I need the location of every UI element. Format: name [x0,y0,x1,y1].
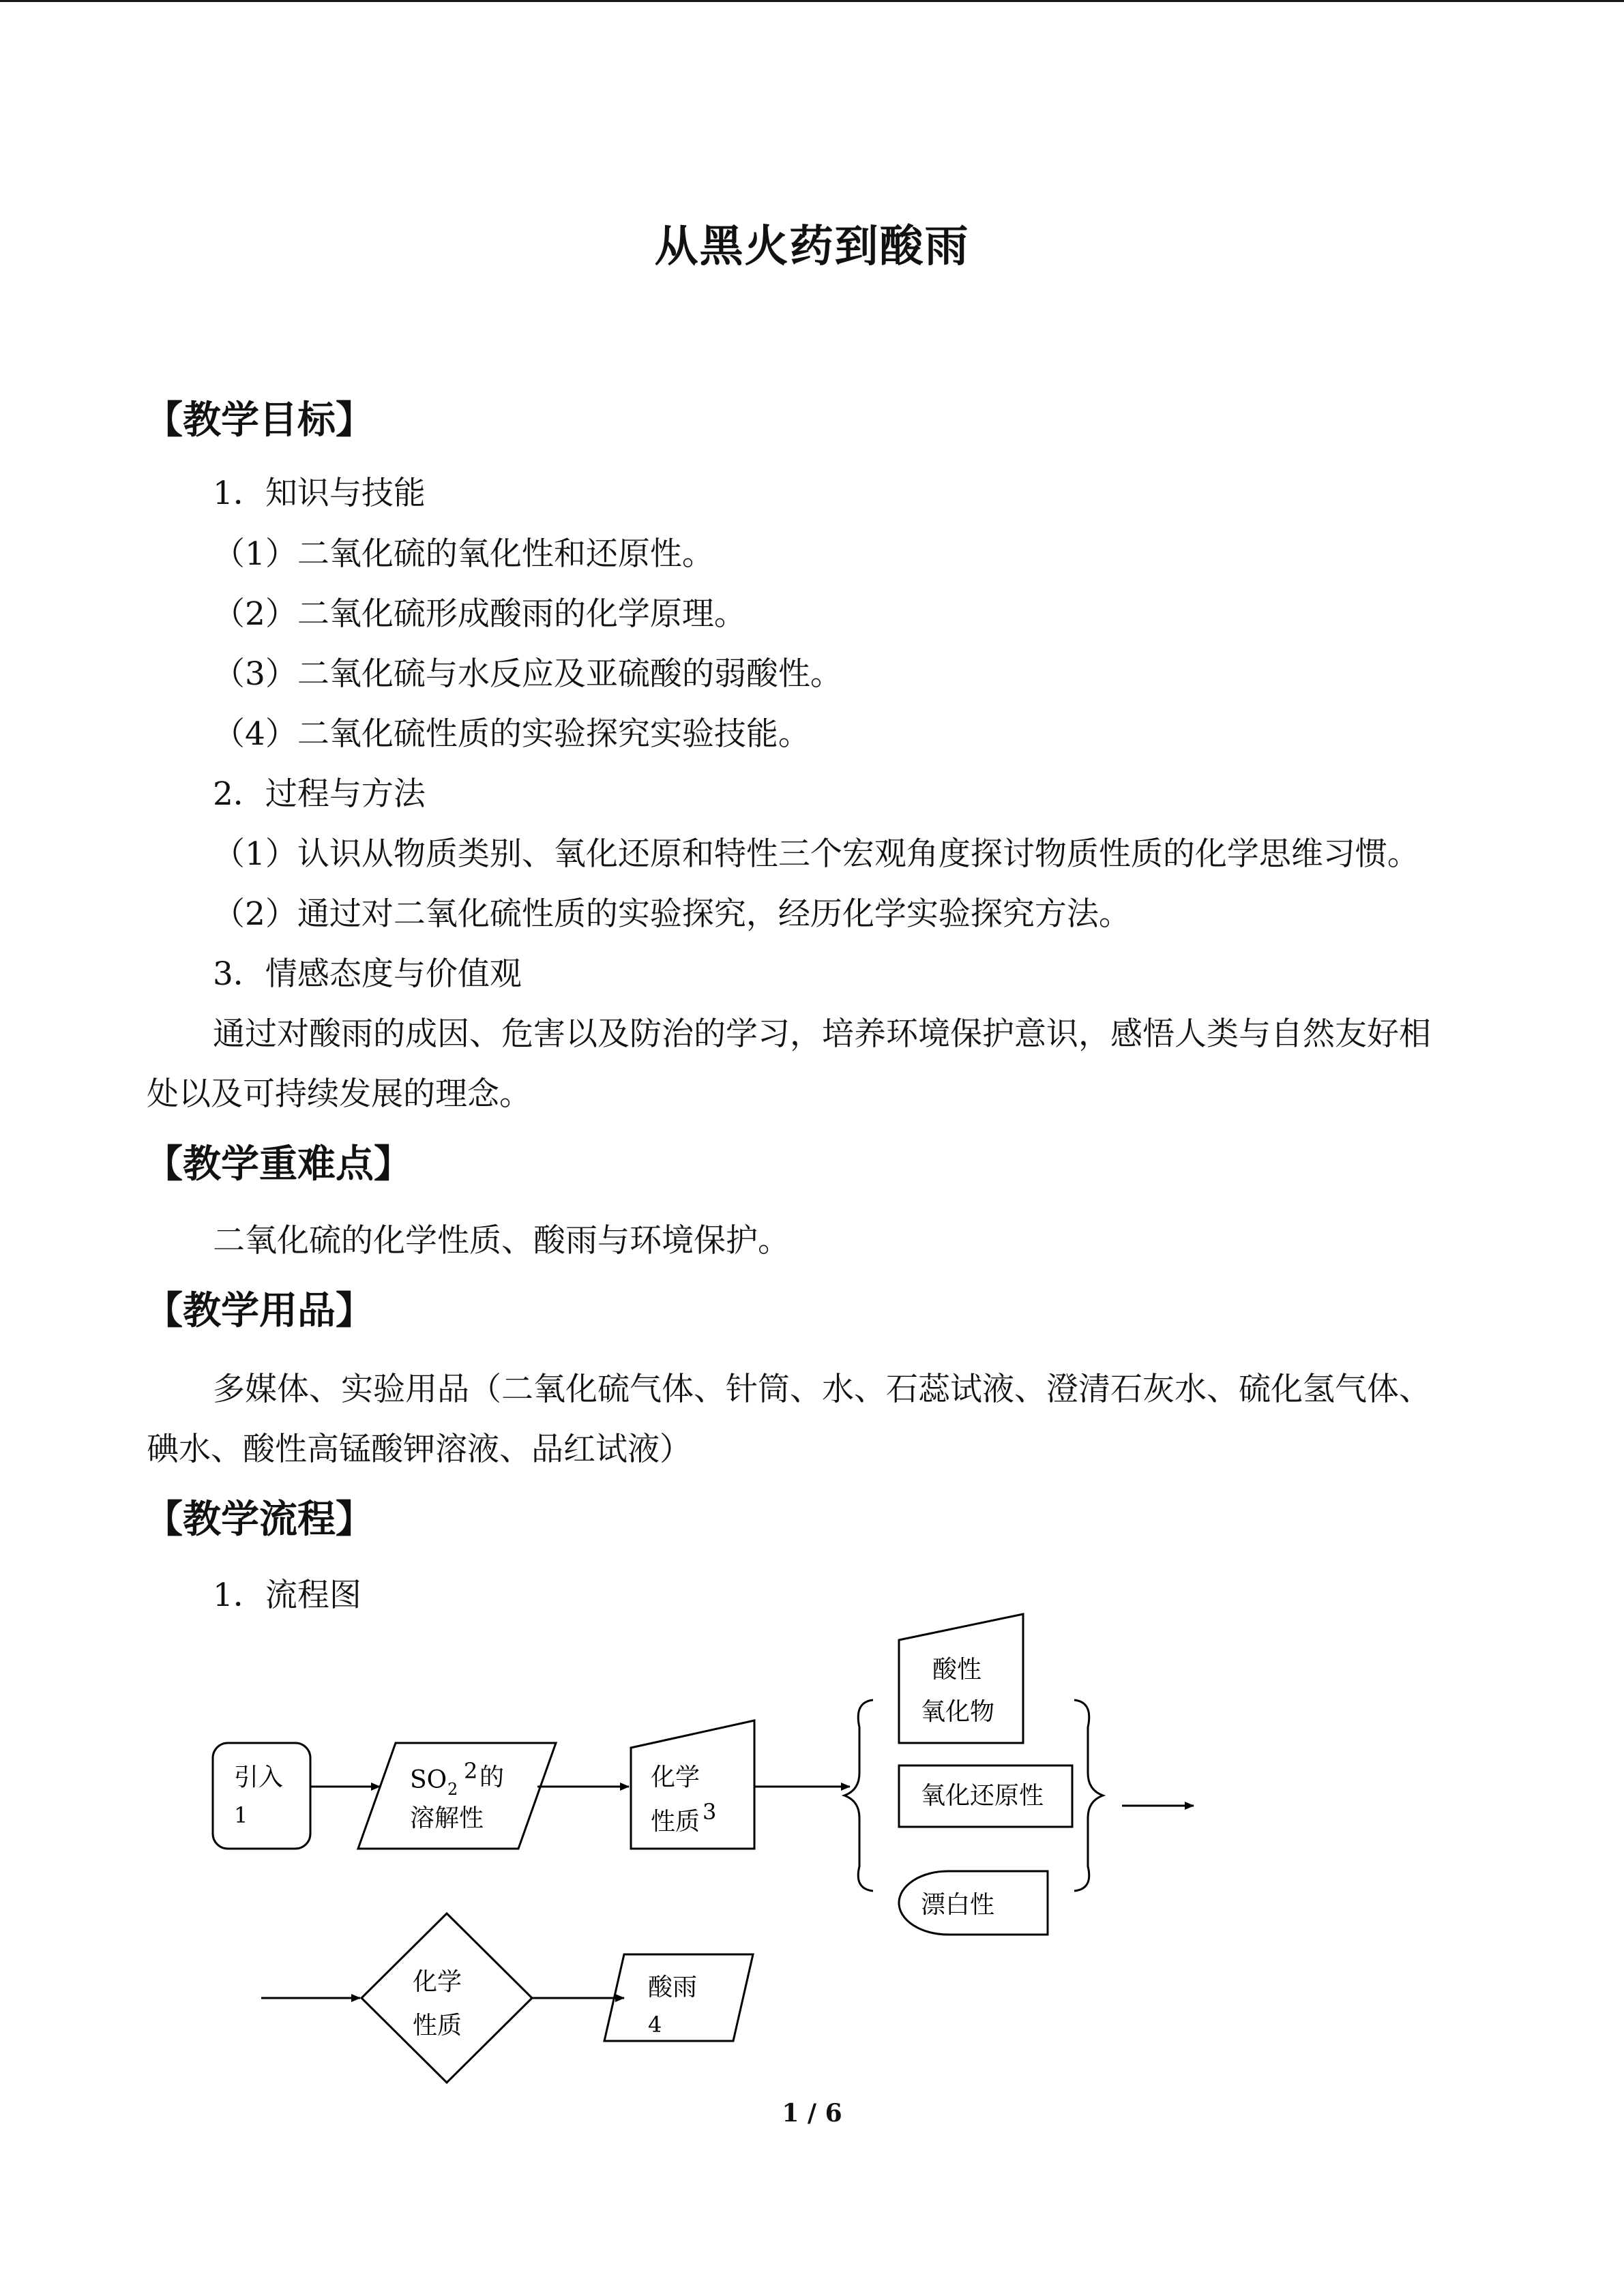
flow-label-chem1-num: 3 [703,1799,717,1825]
flow-label-chem1-line2: 性质 [651,1808,700,1836]
process-sub1: 1．流程图 [213,1577,361,1614]
flow-node-chemical-properties-2 [361,1913,532,2083]
flow-label-so2: SO [410,1766,447,1794]
goals-sub2: 2．过程与方法 [213,775,426,813]
flow-label-so2-suffix: 的 [479,1763,505,1791]
materials-line1: 多媒体、实验用品（二氧化硫气体、针筒、水、石蕊试液、澄清石灰水、硫化氢气体、 [213,1371,1431,1408]
goals-sub1-item-1: （1）二氧化硫的氧化性和还原性。 [213,535,714,573]
flow-label-redox: 氧化还原性 [921,1782,1044,1810]
flow-label-chem2-line2: 性质 [413,2012,462,2040]
left-brace [844,1700,873,1891]
goals-sub3-paragraph-line2: 处以及可持续发展的理念。 [147,1075,531,1113]
section-heading-goals: 【教学目标】 [145,398,374,443]
flow-label-acidic-line1: 酸性 [932,1656,982,1684]
goals-sub3: 3．情感态度与价值观 [213,955,522,993]
flow-label-so2-subscript: 2 [447,1780,458,1799]
goals-sub2-item-2: （2）通过对二氧化硫性质的实验探究，经历化学实验探究方法。 [213,895,1131,933]
flow-label-intro-num: 1 [234,1802,248,1828]
key-points-text: 二氧化硫的化学性质、酸雨与环境保护。 [213,1222,790,1259]
section-heading-key-points: 【教学重难点】 [145,1142,412,1187]
flow-label-acidrain-num: 4 [648,2012,662,2038]
flow-label-chem1-line1: 化学 [651,1763,700,1791]
goals-sub3-paragraph-line1: 通过对酸雨的成因、危害以及防治的学习，培养环境保护意识，感悟人类与自然友好相 [213,1015,1431,1053]
flow-label-so2-num: 2 [464,1758,478,1784]
goals-sub1-item-4: （4）二氧化硫性质的实验探究实验技能。 [213,715,810,753]
flow-label-acidrain: 酸雨 [648,1973,698,2001]
flow-node-intro [213,1743,310,1849]
section-heading-materials: 【教学用品】 [145,1288,374,1333]
flow-label-bleaching: 漂白性 [921,1891,995,1919]
page-title: 从黑火药到酸雨 [654,221,970,272]
goals-sub1: 1．知识与技能 [213,475,426,512]
goals-sub1-item-2: （2）二氧化硫形成酸雨的化学原理。 [213,595,746,633]
flow-label-acidic-line2: 氧化物 [921,1698,995,1726]
goals-sub1-item-3: （3）二氧化硫与水反应及亚硫酸的弱酸性。 [213,655,842,693]
flow-label-intro: 引入 [234,1763,284,1791]
materials-line2: 碘水、酸性高锰酸钾溶液、品红试液） [147,1431,692,1468]
page-number: 1 / 6 [782,2099,842,2128]
section-heading-process: 【教学流程】 [145,1497,374,1542]
right-brace [1074,1700,1103,1891]
goals-sub2-item-1: （1）认识从物质类别、氧化还原和特性三个宏观角度探讨物质性质的化学思维习惯。 [213,835,1419,873]
flow-label-so2-line2: 溶解性 [410,1804,484,1832]
flow-label-chem2-line1: 化学 [413,1968,462,1996]
